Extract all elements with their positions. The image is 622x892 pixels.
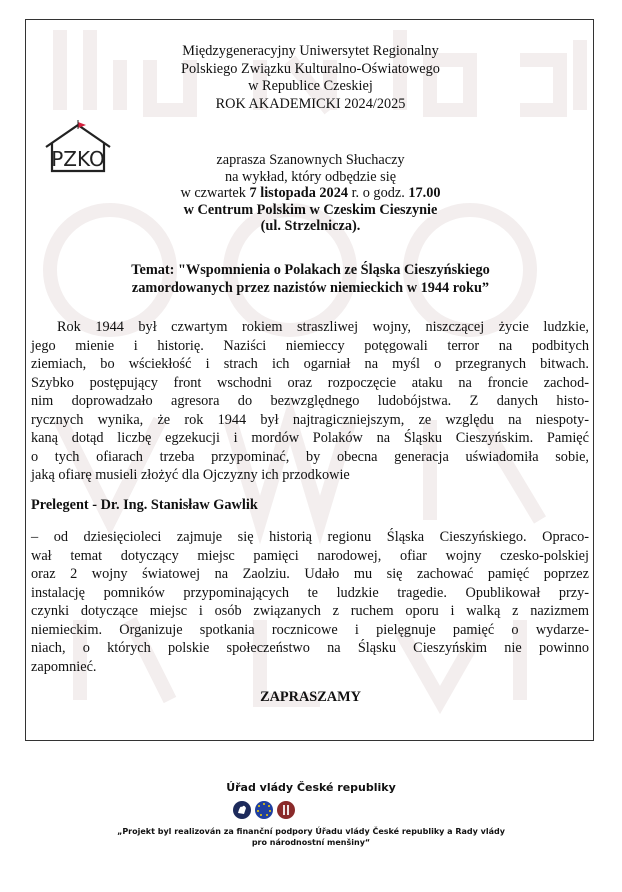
text-line: kaną dotąd liczbę egzekucji i mordów Polaków na Śląsku Cieszyńskim. Pamięć — [31, 430, 589, 447]
header-line: Polskiego Związku Kulturalno-Oświatowego — [181, 60, 440, 77]
closing-invitation: ZAPRASZAMY — [260, 689, 361, 705]
academic-year: ROK AKADEMICKI 2024/2025 — [215, 96, 406, 113]
text-line: niemieckim. Organizuje spotkania rocznicowe i pielęgnuje pamięć o wydarze- — [31, 621, 589, 638]
header-line: w Republice Czeskiej — [248, 78, 373, 95]
topic-line: zamordowanych przez nazistów niemieckich w 1944 roku” — [131, 279, 490, 296]
footer-office: Úřad vlády České republiky — [226, 781, 396, 794]
lecture-topic — [26, 262, 595, 298]
text-line: czynki dotyczące miejsc i osób związanych z ruchem oporu i walką z nazizmem — [31, 603, 589, 620]
speaker-bio — [31, 528, 589, 676]
logo-text: PZKO — [51, 147, 105, 171]
text-line: jaką ofiarę musieli złożyć dla Ojczyzny ich przodkowie — [31, 467, 350, 484]
text-line: niach, o których polskie społeczeństwo na Śląsku Cieszyńskim nie powinno — [31, 640, 589, 657]
university-header — [26, 43, 595, 114]
lecture-description — [31, 318, 589, 485]
header-line: Międzygeneracyjny Uniwersytet Regionalny — [182, 43, 439, 59]
government-emblem-icon — [277, 801, 295, 819]
text-line: instalację pomników przypominających te ludzkie tragedie. Opublikował przy- — [31, 584, 589, 601]
invite-line: zaprasza Szanownych Słuchaczy — [216, 152, 405, 168]
text-line: – od dziesięcioleci zajmuje się historią regionu Śląska Cieszyńskiego. Opraco- — [31, 529, 589, 545]
text-line: oraz 2 wojny światowej na Zaolziu. Udało mu się zachować pamięć poprzez — [31, 566, 589, 583]
text-line: Szybko postępujący front wschodni oraz rozpoczęcie ataku na froncie zachod- — [31, 374, 589, 391]
invitation-block — [26, 152, 595, 235]
text-line: Rok 1944 był czwartym rokiem straszliwej wojny, niszczącej życie ludzkie, — [57, 319, 589, 335]
text-line: o tych ofiarach trzeba przypominać, by obecna generacja uświadomiła sobie, — [31, 448, 589, 465]
text-line: jego mienie i historię. Naziści niemieccy potęgowali terror na podbitych — [31, 337, 589, 354]
invitation-frame — [25, 19, 594, 741]
text-line: zapomnieć. — [31, 658, 97, 675]
lecture-time: 17.00 — [408, 185, 441, 201]
footer-funding-note — [0, 827, 622, 848]
text-line: rycznych wynika, że rok 1944 był najtragiczniejszym, ze względu na niespoty- — [31, 411, 589, 428]
venue: w Centrum Polskim w Czeskim Cieszynie — [183, 201, 438, 218]
funding-note-line: pro národnostní menšiny“ — [251, 837, 371, 847]
topic-line: Temat: "Wspomnienia o Polakach ze Śląska Cieszyńskiego — [131, 262, 490, 278]
speaker-heading: Prelegent - Dr. Ing. Stanisław Gawlik — [31, 497, 258, 513]
text-line: wał temat dotyczący miejsc pamięci narodowej, ofiar wojny czesko-polskiej — [31, 547, 589, 564]
eu-stars-emblem-icon — [255, 801, 273, 819]
czech-lion-emblem-icon — [233, 801, 251, 819]
funding-note-line: „Projekt byl realizován za finanční podpory Úřadu vlády České republiky a Rady vlády — [117, 827, 505, 836]
date-time-line: w czwartek 7 listopada 2024 r. o godz. 17.00 — [180, 185, 441, 201]
text-line: ziemiach, bo wściekłość i strach ich ogarniał na myśl o przegranych bitwach. — [31, 356, 589, 373]
lecture-date: 7 listopada 2024 — [249, 185, 349, 201]
text-line: nim doprowadzało agresora do bezwzględnego ludobójstwa. Z danych histo- — [31, 393, 589, 410]
invite-line: na wykład, który odbędzie się — [224, 168, 397, 185]
footer-emblems — [232, 800, 296, 820]
venue-street: (ul. Strzelnicza). — [260, 218, 361, 234]
